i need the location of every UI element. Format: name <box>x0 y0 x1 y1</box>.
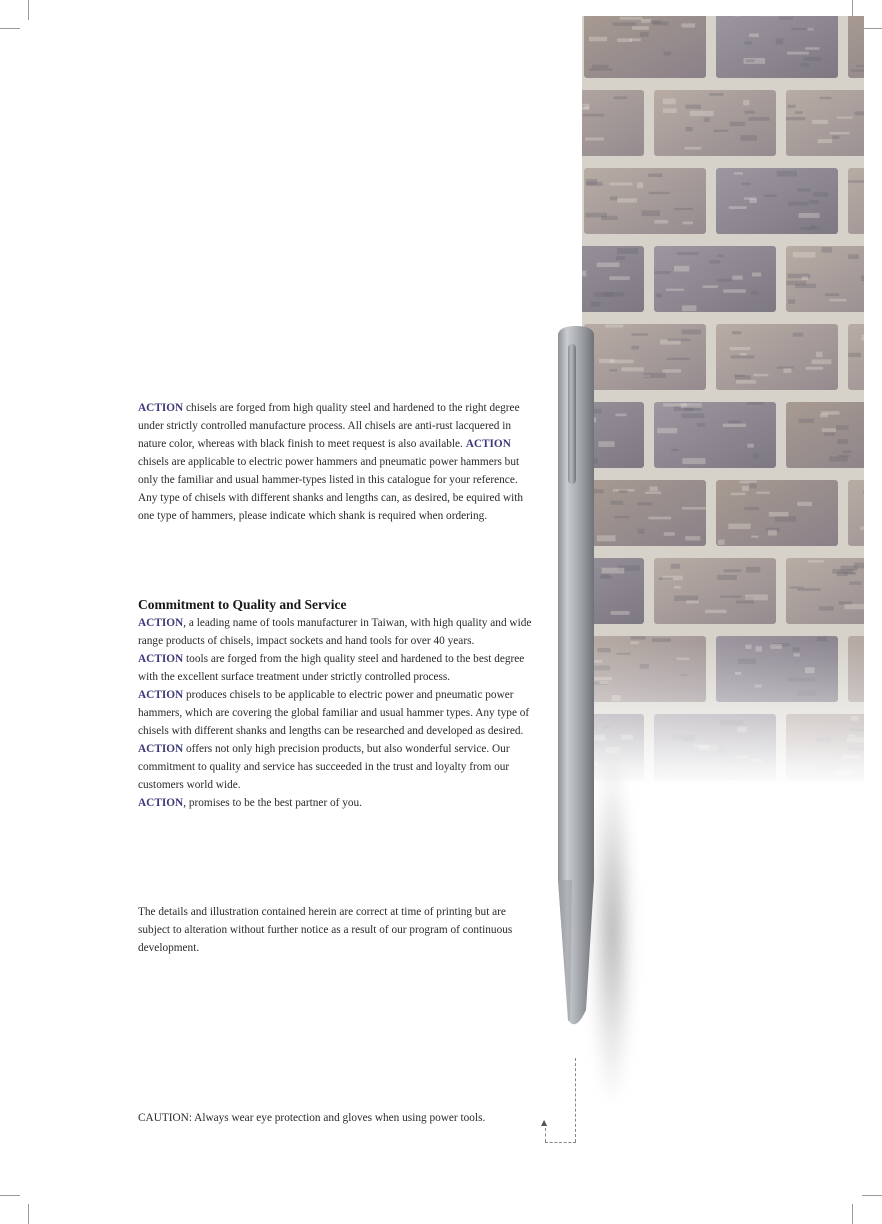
brick-texture <box>658 578 672 581</box>
brick-texture <box>821 411 839 414</box>
brick-texture <box>742 183 751 186</box>
brick-texture <box>747 402 763 405</box>
crop-mark <box>28 1204 29 1224</box>
brick-texture <box>820 97 832 99</box>
brick-texture <box>768 530 777 536</box>
brick-texture <box>799 419 814 423</box>
crop-mark <box>28 0 29 20</box>
brick-texture <box>812 120 828 124</box>
brick-texture <box>732 276 742 280</box>
brick-texture <box>630 38 641 41</box>
brick-texture <box>637 502 653 505</box>
brick-texture <box>732 331 741 334</box>
brick-texture <box>829 299 846 302</box>
brick-texture <box>849 581 861 584</box>
brick-texture <box>788 202 809 206</box>
brick-texture <box>631 346 639 350</box>
brick <box>848 16 864 78</box>
intro-text-a: chisels are forged from high quality steel and hardened to the right degree under strictly controlled manufacture process. All chisels are anti-rust lacquered in nature color, whereas with black finish to meet request is also available. <box>138 402 520 450</box>
brick-texture <box>591 302 600 307</box>
brick-texture <box>585 213 607 218</box>
brick-texture <box>736 380 756 384</box>
brand-name: ACTION <box>138 743 184 755</box>
brick-texture <box>728 420 740 423</box>
brick-texture <box>685 536 700 540</box>
brick-texture <box>734 172 743 174</box>
brick-texture <box>602 568 625 574</box>
brick-texture <box>777 366 794 368</box>
brick-texture <box>731 493 746 496</box>
brick-texture <box>717 279 732 282</box>
intro-paragraph <box>138 399 538 525</box>
brick-texture <box>585 137 604 140</box>
brick-texture <box>837 117 853 119</box>
brick-texture <box>801 63 810 67</box>
brick-texture <box>752 273 761 277</box>
brick-texture <box>671 449 678 451</box>
caution-note: CAUTION: Always wear eye protection and gloves when using power tools. <box>138 1112 486 1124</box>
brick-texture <box>832 135 839 139</box>
brick-texture <box>723 289 745 292</box>
brick-texture <box>789 586 803 588</box>
brick-texture <box>735 375 750 379</box>
brick-texture <box>709 93 723 96</box>
brick-texture <box>619 490 628 493</box>
brick-texture <box>609 276 629 280</box>
brick-texture <box>729 206 747 209</box>
brick-texture <box>663 403 687 406</box>
brick-texture <box>649 192 670 194</box>
brick-texture <box>836 425 849 429</box>
brick-texture <box>718 540 725 545</box>
brick-texture <box>730 347 750 350</box>
brand-name: ACTION <box>138 402 184 414</box>
brick-texture <box>690 111 714 116</box>
brick-texture <box>589 68 612 70</box>
brick-texture <box>740 353 746 356</box>
brick-texture <box>648 517 671 520</box>
brick-texture <box>648 173 662 177</box>
brick-texture <box>663 108 677 113</box>
brick-texture <box>848 353 861 357</box>
brick-texture <box>753 374 768 377</box>
brick-texture <box>714 130 729 132</box>
commitment-text: produces chisels to be applicable to electric power and pneumatic power hammers, which are covering the global familiar and usual hammer types. Any type of chisels with different shanks and lengths can be researched and developed as desired. <box>138 689 530 737</box>
brick-texture <box>709 260 719 263</box>
crop-mark <box>852 1204 853 1224</box>
brick-texture <box>617 198 637 202</box>
brick-texture <box>848 254 859 259</box>
brick-texture <box>769 512 789 517</box>
brick-texture <box>667 358 690 360</box>
brick-texture <box>720 595 741 597</box>
brick-texture <box>797 188 810 191</box>
brick-texture <box>856 65 863 67</box>
brand-name: ACTION <box>138 653 184 665</box>
brick-texture <box>663 98 676 104</box>
brick-texture <box>723 424 746 427</box>
brick-texture <box>674 586 681 589</box>
brick-texture <box>807 28 813 31</box>
brick-texture <box>855 111 864 115</box>
brick-texture <box>749 33 759 37</box>
brick-texture <box>640 32 649 37</box>
brick-texture <box>682 305 697 311</box>
brick-texture <box>775 516 797 521</box>
brick-texture <box>655 271 671 274</box>
commitment-item <box>138 614 538 650</box>
brick-texture <box>682 458 705 464</box>
brand-name: ACTION <box>138 689 184 701</box>
brand-name: ACTION <box>138 617 184 629</box>
brick-texture <box>617 38 632 42</box>
brick-texture <box>592 65 609 69</box>
brick-texture <box>745 594 768 600</box>
brick-texture <box>750 483 757 489</box>
brick-texture <box>686 127 693 132</box>
chisel-image <box>548 320 604 1040</box>
crop-mark <box>862 28 882 29</box>
brick-texture <box>682 507 706 510</box>
brick-texture <box>816 352 822 357</box>
brick-texture <box>804 57 822 61</box>
brick-texture <box>683 222 693 225</box>
brick-texture <box>745 111 755 114</box>
commitment-item <box>138 794 538 812</box>
brick-texture <box>743 100 749 105</box>
brick-texture <box>744 507 759 510</box>
brick-texture <box>674 266 689 272</box>
brick-texture <box>799 213 820 218</box>
brick-texture <box>751 291 759 294</box>
commitment-section <box>138 596 538 812</box>
crop-mark <box>862 1195 882 1196</box>
dashed-guide <box>545 1128 546 1142</box>
brick-texture <box>830 132 850 134</box>
brick-texture <box>748 117 770 121</box>
brick-texture <box>861 276 864 282</box>
brick-texture <box>747 444 753 448</box>
brick-texture <box>638 529 645 534</box>
brick-texture <box>861 335 864 341</box>
brick-texture <box>741 135 757 141</box>
brick-texture <box>621 367 643 371</box>
commitment-text: tools are forged from the high quality steel and hardened to the best degree with the excellent surface treatment under strictly controlled process. <box>138 653 525 683</box>
brick-texture <box>645 492 661 494</box>
brick-texture <box>751 536 758 538</box>
brick-texture <box>780 17 793 19</box>
brick-texture <box>731 355 755 358</box>
brick-texture <box>822 247 833 252</box>
brick-texture <box>801 227 821 230</box>
brick-texture <box>656 293 662 297</box>
brick-texture <box>654 220 667 224</box>
commitment-text: offers not only high precision products, but also wonderful service. Our commitment to quality and service has succeeded in the trust and loyalty from our customers world wide. <box>138 743 510 791</box>
commitment-item <box>138 686 538 740</box>
brick-texture <box>764 194 777 197</box>
brick-texture <box>728 524 750 529</box>
brick-texture <box>812 359 832 364</box>
brick-texture <box>825 293 839 296</box>
brick-texture <box>787 105 795 108</box>
brick-texture <box>686 105 701 109</box>
brick-texture <box>704 118 710 122</box>
commitment-text: , promises to be the best partner of you. <box>183 797 363 809</box>
brick-texture <box>682 413 705 418</box>
brick-texture <box>793 252 816 257</box>
brick-texture <box>597 263 620 268</box>
brick-texture <box>703 285 718 288</box>
brick-texture <box>649 486 657 491</box>
brick-texture <box>594 292 613 297</box>
brick-texture <box>632 26 649 30</box>
brick-texture <box>664 51 671 55</box>
crop-mark <box>0 1195 20 1196</box>
brick <box>716 168 838 234</box>
brick-texture <box>850 70 864 72</box>
brick-texture <box>753 453 759 458</box>
brick-texture <box>643 373 665 378</box>
commitment-text: , a leading name of tools manufacturer in Taiwan, with high quality and wide range products of chisels, impact sockets and hand tools for over 40 years. <box>138 617 532 647</box>
brick-texture <box>583 114 604 117</box>
brick-texture <box>736 601 754 604</box>
brick-texture <box>806 367 823 370</box>
brick-texture <box>822 428 836 432</box>
brick-texture <box>674 208 693 210</box>
brick-texture <box>674 596 698 601</box>
disclaimer: The details and illustration contained herein are correct at time of printing but are subject to alteration without further notice as a result of our program of continuous development. <box>138 906 513 954</box>
brick-texture <box>615 414 626 417</box>
brick <box>582 90 644 156</box>
brick-texture <box>793 333 803 337</box>
crop-mark <box>0 28 20 29</box>
intro-text-b: chisels are applicable to electric power hammers and pneumatic power hammers but only the familiar and usual hammer-types listed in this catalogue for your reference. Any type of chisels with different shanks and lengths can, as desired, be equired with one type of hammers, please indicate which shank is required when ordering. <box>138 456 524 522</box>
brick-texture <box>671 564 681 569</box>
brick-texture <box>841 565 858 570</box>
brick-texture <box>582 271 586 277</box>
brick-texture <box>848 180 864 182</box>
brick-texture <box>746 567 760 573</box>
brick-texture <box>664 532 675 536</box>
brick-texture <box>805 47 819 50</box>
brick-texture <box>668 339 691 342</box>
brick-texture <box>863 491 864 493</box>
brick-texture <box>818 139 832 143</box>
brick-texture <box>824 433 835 436</box>
brick-texture <box>860 526 864 529</box>
brick-texture <box>802 277 808 280</box>
commitment-item <box>138 740 538 794</box>
brick-texture <box>724 569 742 572</box>
brick-texture <box>666 289 684 291</box>
brick-texture <box>589 37 607 42</box>
brick-texture <box>637 182 643 188</box>
brick-texture <box>809 200 819 204</box>
brick-texture <box>620 17 643 20</box>
brick-texture <box>677 252 699 255</box>
brick-texture <box>681 23 695 27</box>
brick-texture <box>717 575 737 580</box>
brick <box>716 16 838 78</box>
brick-texture <box>813 192 828 197</box>
brick-texture <box>756 492 769 494</box>
brick-texture <box>663 369 682 372</box>
brick-texture <box>742 486 749 491</box>
brick-texture <box>651 20 661 24</box>
brick-texture <box>788 299 795 304</box>
brick-texture <box>845 604 864 609</box>
brick-texture <box>657 428 677 433</box>
brick-texture <box>617 248 638 254</box>
brick-texture <box>749 199 756 203</box>
brick-texture <box>797 588 820 591</box>
brick-texture <box>616 256 625 260</box>
brick <box>848 168 864 234</box>
brick-texture <box>705 610 726 613</box>
brick-texture <box>609 182 632 185</box>
brick-texture <box>787 281 807 286</box>
brick-texture <box>609 369 617 371</box>
commitment-item <box>138 650 538 686</box>
brick-texture <box>808 560 824 562</box>
brick-texture <box>641 19 651 23</box>
brick-texture <box>745 41 752 44</box>
brick-texture <box>717 255 723 258</box>
brick-texture <box>795 111 802 114</box>
brick-texture <box>843 450 852 453</box>
brick <box>654 246 776 312</box>
brick-texture <box>787 52 809 55</box>
brick-texture <box>586 182 602 186</box>
brick-texture <box>582 104 589 110</box>
brand-name: ACTION <box>465 438 511 450</box>
brick-texture <box>631 333 648 335</box>
brick-texture <box>605 324 623 327</box>
brick-texture <box>682 329 701 334</box>
brick-texture <box>611 611 630 615</box>
dashed-guide <box>575 1058 576 1142</box>
brick-texture <box>730 122 745 126</box>
brick-texture <box>797 502 812 506</box>
brick-texture <box>819 606 834 610</box>
dashed-guide <box>545 1142 576 1143</box>
brick-texture <box>613 22 637 26</box>
brick-texture <box>686 600 699 603</box>
brick-texture <box>610 501 623 505</box>
brick-texture <box>837 571 848 576</box>
brick-texture <box>829 456 848 461</box>
brick <box>848 480 864 546</box>
brand-name: ACTION <box>138 797 184 809</box>
brick-texture <box>615 516 630 518</box>
brick-texture <box>746 59 754 62</box>
brick-texture <box>777 171 797 177</box>
brick-texture <box>837 439 847 444</box>
brick-texture <box>684 147 701 150</box>
brick-texture <box>642 210 660 216</box>
brick-texture <box>697 423 705 427</box>
brick-texture <box>614 96 627 99</box>
brick-texture <box>786 117 805 120</box>
brick-texture <box>610 196 618 200</box>
section-heading: Commitment to Quality and Service <box>138 597 347 612</box>
arrow-up-icon: ▲ <box>541 1118 548 1127</box>
brick-texture <box>776 38 784 44</box>
